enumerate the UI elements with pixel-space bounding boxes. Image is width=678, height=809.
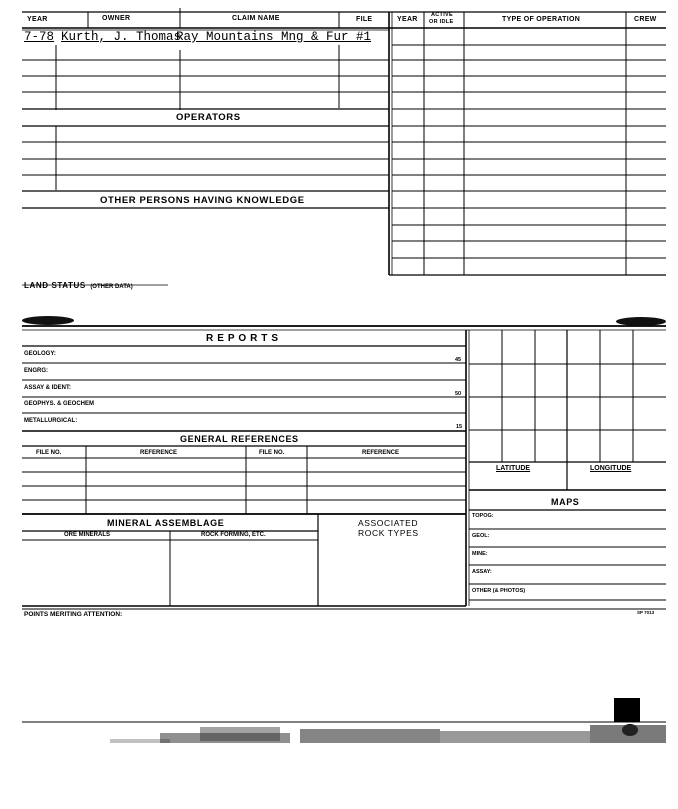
- report-geology: GEOLOGY:: [24, 351, 56, 357]
- longitude-label: LONGITUDE: [590, 465, 632, 472]
- ore-minerals-header: ORE MINERALS: [64, 532, 111, 538]
- col-year2-header: YEAR: [397, 16, 418, 23]
- col-claim-name-header: CLAIM NAME: [232, 15, 280, 22]
- report-num-45: 45: [455, 357, 462, 363]
- map-other: OTHER (& PHOTOS): [472, 588, 526, 594]
- col-file-header: FILE: [356, 16, 373, 23]
- maps-title: MAPS: [551, 497, 580, 507]
- entry-year: 7-78: [24, 30, 55, 44]
- land-status-title: [24, 275, 133, 293]
- report-assay: ASSAY & IDENT:: [24, 385, 72, 391]
- general-references-title: GENERAL REFERENCES: [180, 434, 299, 444]
- form-number: SP 7013: [637, 610, 655, 615]
- map-assay: ASSAY:: [472, 569, 492, 575]
- other-persons-title: OTHER PERSONS HAVING KNOWLEDGE: [100, 195, 305, 206]
- land-status-label: LAND STATUS: [24, 281, 86, 290]
- smudge-left: [22, 316, 74, 325]
- land-status-sub: (OTHER DATA): [90, 284, 133, 290]
- report-num-50: 50: [455, 391, 462, 397]
- ref-file-no-1: FILE NO.: [36, 450, 62, 456]
- ref-file-no-2: FILE NO.: [259, 450, 285, 456]
- col-year-header: YEAR: [27, 16, 48, 23]
- col-active-header-2: OR IDLE: [429, 19, 454, 25]
- report-num-15: 15: [456, 424, 463, 430]
- points-meriting-attention: POINTS MERITING ATTENTION:: [24, 611, 123, 618]
- report-metallurgical: METALLURGICAL:: [24, 418, 78, 424]
- map-geol: GEOL:: [472, 533, 490, 539]
- map-mine: MINE:: [472, 551, 488, 557]
- entry-claim: Ray Mountains Mng & Fur #1: [176, 30, 372, 44]
- ref-reference-1: REFERENCE: [140, 450, 178, 456]
- col-crew-header: CREW: [634, 16, 657, 23]
- reports-title: R E P O R T S: [206, 333, 279, 344]
- smudge-right: [616, 317, 666, 326]
- mineral-assemblage-title: MINERAL ASSEMBLAGE: [107, 518, 225, 528]
- col-owner-header: OWNER: [102, 15, 131, 22]
- col-active-header-1: ACTIVE: [431, 12, 453, 18]
- associated-title-1: ASSOCIATED: [358, 518, 419, 528]
- associated-title-2: ROCK TYPES: [358, 528, 419, 538]
- entry-owner: Kurth, J. Thomas: [61, 30, 182, 44]
- operators-title: OPERATORS: [176, 112, 241, 123]
- map-topog: TOPOG:: [472, 513, 494, 519]
- scan-noise: [0, 695, 678, 765]
- rock-forming-header: ROCK FORMING, ETC.: [201, 532, 266, 538]
- col-type-operation-header: TYPE OF OPERATION: [502, 16, 581, 23]
- report-geophys: GEOPHYS. & GEOCHEM: [24, 401, 95, 407]
- report-engrg: ENGRG:: [24, 368, 48, 374]
- latitude-label: LATITUDE: [496, 465, 531, 472]
- ref-reference-2: REFERENCE: [362, 450, 400, 456]
